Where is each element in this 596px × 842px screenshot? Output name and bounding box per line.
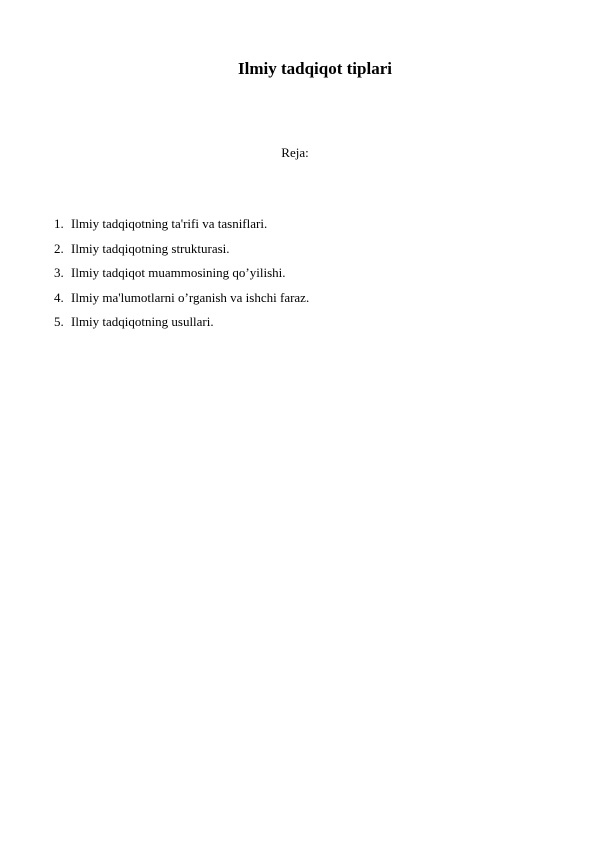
list-item-text: Ilmiy tadqiqotning usullari. xyxy=(71,314,214,329)
list-item-text: Ilmiy tadqiqotning strukturasi. xyxy=(71,240,230,256)
list-item xyxy=(54,264,309,289)
list-item-text: Ilmiy tadqiqotning ta'rifi va tasniflari. xyxy=(71,216,268,231)
plan-label: Reja: xyxy=(281,145,309,160)
list-item-number: 4. xyxy=(54,289,64,305)
document-title: Ilmiy tadqiqot tiplari xyxy=(238,59,392,78)
list-item-number: 3. xyxy=(54,265,64,280)
list-item xyxy=(54,313,309,338)
list-item-number: 1. xyxy=(54,216,64,231)
list-item-text: Ilmiy ma'lumotlarni o’rganish va ishchi faraz. xyxy=(71,289,310,305)
list-item-number: 5. xyxy=(54,314,64,329)
list-item-text: Ilmiy tadqiqot muammosining qo’yilishi. xyxy=(71,265,286,280)
list-item xyxy=(54,215,309,240)
list-item-number: 2. xyxy=(54,240,64,256)
list-item xyxy=(54,289,309,314)
plan-list xyxy=(54,215,309,338)
list-item xyxy=(54,240,309,265)
